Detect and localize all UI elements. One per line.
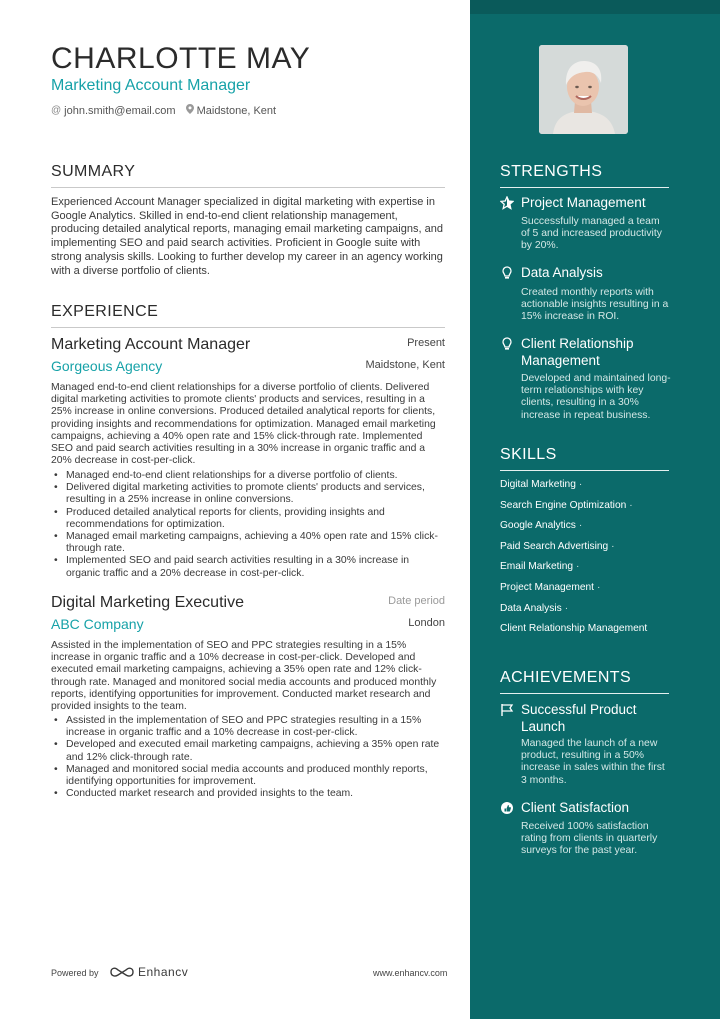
skills-heading: SKILLS — [500, 446, 557, 463]
job-title: Digital Marketing Executive — [51, 594, 244, 611]
strength-title: Project Management — [521, 195, 646, 210]
strength-text: Developed and maintained long-term relationships with key clients, resulting in a 30% increase in repeat business. — [521, 373, 671, 421]
achievement-title: Successful Product Launch — [521, 702, 637, 734]
email-text: john.smith@email.com — [64, 104, 176, 117]
job-bullet: • Developed and executed email marketing campaigns, achieving a 35% open rate and 12% click-through rate. — [51, 739, 445, 763]
strength-text: Created monthly reports with actionable insights resulting in a 15% increase in ROI. — [521, 287, 669, 323]
profile-photo — [539, 45, 628, 134]
achievements-heading: ACHIEVEMENTS — [500, 669, 632, 686]
job-bullet: • Delivered digital marketing activities to promote clients' products and services, resulting in a 25% increase in online conversions. — [51, 482, 445, 506]
job-period: Date period — [388, 595, 445, 607]
location-pin-icon — [186, 104, 194, 117]
job-location: Maidstone, Kent — [365, 359, 445, 371]
strengths-heading: STRENGTHS — [500, 163, 603, 180]
powered-by-label: Powered by — [51, 968, 99, 978]
email-item[interactable] — [51, 105, 176, 117]
experience-heading: EXPERIENCE — [51, 303, 159, 320]
job-bullets — [51, 715, 445, 800]
skills-divider — [500, 470, 669, 471]
strength-title: Data Analysis — [521, 265, 603, 280]
achievement-text: Managed the launch of a new product, resulting in a 50% increase in sales within the first 3 months. — [521, 738, 665, 786]
brand-logo[interactable] — [110, 965, 188, 979]
achievement-text: Received 100% satisfaction rating from clients in quarterly surveys for the past year. — [521, 821, 658, 857]
job-bullet: • Implemented SEO and paid search activities resulting in a 30% increase in organic traffic and a 20% decrease in cost-per-click. — [51, 555, 445, 579]
contact-line — [51, 104, 286, 117]
location-text: Maidstone, Kent — [196, 104, 277, 117]
skill-item: Search Engine Optimization · — [500, 499, 633, 511]
summary-divider — [51, 187, 445, 188]
skill-item: Google Analytics · — [500, 520, 583, 532]
job-bullet: • Produced detailed analytical reports for clients, providing insights and recommendations for optimization. — [51, 507, 445, 531]
job-period: Present — [407, 337, 445, 349]
job-bullet: • Managed end-to-end client relationships for a diverse portfolio of clients. — [51, 470, 445, 482]
job-title: Marketing Account Manager — [51, 336, 251, 353]
skills-list — [500, 478, 647, 643]
location-item — [186, 104, 277, 117]
job-bullet: • Managed email marketing campaigns, achieving a 40% open rate and 15% click-through rate. — [51, 531, 445, 555]
strengths-divider — [500, 187, 669, 188]
skill-item: Email Marketing · — [500, 561, 580, 573]
job-location: London — [408, 617, 445, 629]
enhancv-logo-icon — [110, 966, 134, 978]
job-bullet: • Assisted in the implementation of SEO and PPC strategies resulting in a 15% increase in organic traffic and a 10% decrease in cost-per-click. — [51, 715, 445, 739]
skill-item: Digital Marketing · — [500, 479, 583, 490]
lightbulb-icon — [500, 337, 514, 351]
job-bullet: • Managed and monitored social media accounts and produced monthly reports, identifying opportunities for improvement. — [51, 764, 445, 788]
candidate-title: Marketing Account Manager — [51, 77, 251, 94]
job-description: Managed end-to-end client relationships for a diverse portfolio of clients. Delivered digital marketing activities to promote clients' products and services, resulting in a 25% increase in online conversions. Produced detailed analytical reports for clients, providing insights and recommendations for optimization. Managed email marketing campaigns, achieving a 40% open rate and 15% click-through rate. Implemented SEO and paid search activities resulting in a 30% increase in organic traffic and a 20% decrease in cost-per-click. — [51, 382, 436, 467]
sidebar-top-band — [470, 0, 720, 14]
summary-text: Experienced Account Manager specialized in digital marketing with expertise in Google Analytics. Skilled in end-to-end client relationship management, producing detailed analytical reports, managing email marketing campaigns, and implementing SEO and paid search activities. Proficient in Google suite with strong analysis skills. Looking to further develop my career in an agency working with a diverse portfolio of clients. — [51, 196, 443, 277]
job-bullet: • Conducted market research and provided insights to the team. — [51, 788, 445, 800]
experience-divider — [51, 327, 445, 328]
job-company: Gorgeous Agency — [51, 358, 163, 374]
achievement-title: Client Satisfaction — [521, 800, 630, 815]
job-bullets — [51, 470, 445, 580]
achievements-divider — [500, 693, 669, 694]
flag-icon — [500, 703, 514, 717]
skill-item: Data Analysis · — [500, 602, 569, 614]
thumbs-up-icon — [500, 801, 514, 815]
skill-item: Paid Search Advertising · — [500, 540, 615, 552]
star-icon — [500, 196, 514, 210]
candidate-name: CHARLOTTE MAY — [51, 42, 311, 75]
skill-item: Client Relationship Management — [500, 623, 648, 635]
job-description: Assisted in the implementation of SEO and PPC strategies resulting in a 15% increase in organic traffic and a 10% decrease in cost-per-click. Developed and executed email marketing campaigns, achieving a 35% open rate and 12% click-through rate. Managed and monitored social media accounts and produced monthly reports, identifying opportunities for improvement. Conducted market research and provided insights to the team. — [51, 640, 437, 713]
skill-item: Project Management · — [500, 581, 601, 593]
at-icon: @ — [51, 105, 62, 116]
footer-url[interactable]: www.enhancv.com — [373, 968, 448, 978]
brand-name: Enhancv — [138, 965, 189, 979]
strength-title: Client Relationship Management — [521, 336, 634, 368]
lightbulb-icon — [500, 266, 514, 280]
job-company: ABC Company — [51, 616, 144, 632]
summary-heading: SUMMARY — [51, 163, 136, 180]
strength-text: Successfully managed a team of 5 and increased productivity by 20%. — [521, 216, 662, 252]
